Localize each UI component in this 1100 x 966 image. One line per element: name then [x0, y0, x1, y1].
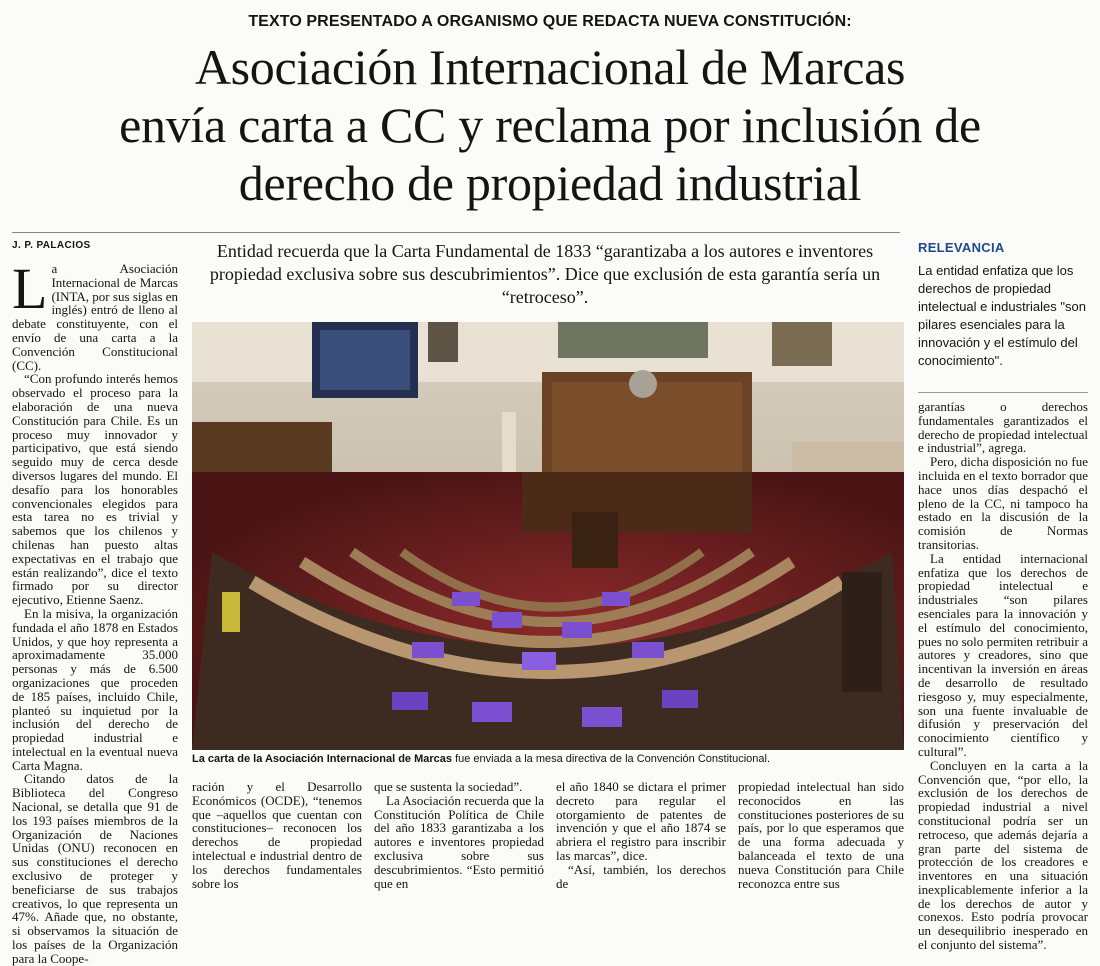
header-divider	[12, 232, 900, 233]
paragraph: La entidad internacional enfatiza que los derechos de propiedad intelectual e industriales “son pilares esenciales para la innovación y el estímulo del conocimiento, pues no solo permiten retribuir a autores y creadores, sino que incentivan la inversión en áreas de desarrollo de resultado riesgoso y, muy especialmente, son una fuente invaluable de difusión y preservación del conocimiento científico y cultural”.	[918, 550, 1088, 759]
sidebar-text: La entidad enfatiza que los derechos de propiedad intelectual e industriales "son pilares esenciales para la innovación y el estímulo del conocimiento".	[918, 263, 1086, 368]
sidebar-divider	[918, 392, 1088, 393]
paragraph: “Con profundo interés hemos observado el proceso para la elaboración de una nueva Constitución para Chile. Es un proceso muy innovador y participativo, que está siendo seguido muy de cerca desde diversos lugares del mundo. El desafío para los honorables convencionales elegidos para esta tarea no es trivial y sabemos que los chilenos y chilenas han puesto altas expectativas en el trabajo que están realizando”, dice el texto firmado por su director ejecutivo, Etienne Saenz.	[12, 371, 178, 608]
paragraph: garantías o derechos fundamentales garantizados el derecho de propiedad intelectual e industrial”, agrega.	[918, 399, 1088, 456]
paragraph: el año 1840 se dictara el primer decreto para regular el otorgamiento de patentes de invención y que el año 1874 se abriera el registro para inscribir las marcas”, dice.	[556, 779, 726, 863]
article-column-1	[12, 256, 178, 966]
lead-text: a Asociación Internacional de Marcas (INTA, por sus siglas en inglés) entró de lleno al debate constituyente, con el envío de una carta a la Convención Constitucional (CC).	[12, 261, 178, 373]
article-column-5	[738, 780, 904, 890]
kicker: TEXTO PRESENTADO A ORGANISMO QUE REDACTA NUEVA CONSTITUCIÓN:	[248, 13, 852, 30]
caption-bold: La carta de la Asociación Internacional de Marcas	[192, 753, 453, 765]
deck: Entidad recuerda que la Carta Fundamental de 1833 “garantizaba a los autores e inventores propiedad exclusiva sobre sus descubrimientos”. Dice que exclusión de esta garantía sería un “retroceso”.	[209, 241, 881, 307]
photo-caption	[192, 753, 904, 765]
article-column-6	[918, 400, 1088, 952]
headline-line-1: Asociación Internacional de Marcas	[194, 39, 906, 95]
lead-paragraph	[12, 256, 178, 373]
headline-line-2: envía carta a CC y reclama por inclusión de	[119, 97, 981, 153]
paragraph: La Asociación recuerda que la Constitución Política de Chile del año 1833 garantizaba a los autores e inventores propiedad exclusiva sobre sus descubrimientos. “Esto permitió que en	[374, 792, 544, 891]
article-column-3	[374, 780, 544, 890]
caption-rest: fue enviada a la mesa directiva de la Convención Constitucional.	[452, 753, 770, 765]
drop-cap: L	[12, 256, 48, 321]
paragraph: Pero, dicha disposición no fue incluida en el texto borrador que hace unos días despachó el pleno de la CC, ni tampoco ha estado en la discusión de la comisión de Normas transitorias.	[918, 454, 1088, 552]
paragraph: “Así, también, los derechos de	[556, 861, 726, 891]
article-column-4	[556, 780, 726, 890]
chamber-photo	[192, 322, 904, 750]
byline: J. P. PALACIOS	[12, 240, 91, 251]
paragraph: propiedad intelectual han sido reconocidos en las constituciones posteriores de su país, por lo que esperamos que de una forma adecuada y balanceada el texto de una nueva Constitución para Chile reconozca entre sus	[738, 779, 904, 891]
article-column-2	[192, 780, 362, 890]
sidebar-title: RELEVANCIA	[918, 240, 1005, 255]
headline	[0, 38, 1100, 212]
paragraph: Concluyen en la carta a la Convención que, “por ello, la exclusión de los derechos de propiedad industrial a nivel constitucional podría ser un retroceso, que además dejaría a gran parte del sistema de protección de los creadores e inventores en una situación inexplicablemente inferior a la de los derechos de autor y conexos. Esto podría provocar un desequilibrio inesperado en el conjunto del sistema”.	[918, 757, 1088, 953]
paragraph: Citando datos de la Biblioteca del Congreso Nacional, se detalla que 91 de los 193 países miembros de la Organización de Naciones Unidas (ONU) reconocen en sus constituciones el derecho exclusivo de proteger y beneficiarse de sus trabajos creativos, lo que representa un 47%. Añade que, no obstante, si observamos la situación de los países de la Organización para la Coope-	[12, 771, 178, 966]
paragraph: ración y el Desarrollo Económicos (OCDE), “tenemos que –aquellos que cuentan con constituciones– reconocen los derechos de propiedad intelectual e industrial dentro de los derechos fundamentales sobre los	[192, 779, 362, 891]
headline-line-3: derecho de propiedad industrial	[238, 155, 862, 211]
paragraph: En la misiva, la organización fundada el año 1878 en Estados Unidos, y que hoy representa a aproximadamente 35.000 personas y más de 6.500 organizaciones que proceden de 185 países, incluido Chile, planteó su inquietud por la inclusión del derecho de propiedad industrial e intelectual en la eventual nueva Carta Magna.	[12, 605, 178, 773]
paragraph: que se sustenta la sociedad”.	[374, 779, 523, 794]
